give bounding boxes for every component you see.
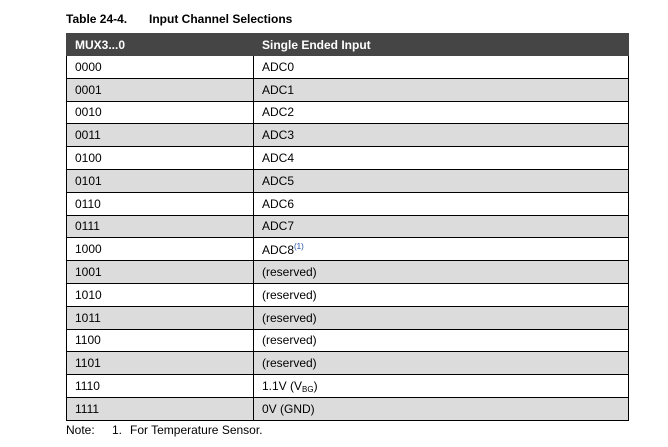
table-row xyxy=(67,306,629,329)
table-title: Input Channel Selections xyxy=(149,12,293,26)
input-text: ADC6 xyxy=(262,196,295,211)
table-row xyxy=(67,101,629,124)
mux-cell: 1110 xyxy=(67,375,254,398)
table-row xyxy=(67,397,629,420)
input-text: ADC3 xyxy=(262,128,295,143)
mux-cell: 0000 xyxy=(67,56,254,79)
note-text: For Temperature Sensor. xyxy=(130,423,263,437)
input-text: (reserved) xyxy=(262,310,317,325)
table-row xyxy=(67,56,629,79)
subscript: BG xyxy=(302,384,314,394)
input-text: 1.1V (V xyxy=(262,378,303,393)
input-text: (reserved) xyxy=(262,287,317,302)
table-note xyxy=(66,423,263,437)
input-text: ADC5 xyxy=(262,173,295,188)
input-cell xyxy=(254,397,629,420)
table-row xyxy=(67,238,629,261)
input-text: (reserved) xyxy=(262,356,317,371)
table-header-row xyxy=(67,34,629,56)
mux-cell: 0110 xyxy=(67,192,254,215)
input-cell xyxy=(254,261,629,284)
input-cell xyxy=(254,147,629,170)
mux-cell: 1000 xyxy=(67,238,254,261)
mux-cell: 0010 xyxy=(67,101,254,124)
input-cell xyxy=(254,352,629,375)
input-cell xyxy=(254,306,629,329)
table-caption xyxy=(66,12,292,26)
table-row xyxy=(67,375,629,398)
table-number: Table 24-4. xyxy=(66,12,128,26)
input-text: 0V (GND) xyxy=(262,401,315,416)
input-text: ADC1 xyxy=(262,82,295,97)
input-cell xyxy=(254,101,629,124)
mux-cell: 1100 xyxy=(67,329,254,352)
mux-cell: 0011 xyxy=(67,124,254,147)
note-index: 1. xyxy=(112,423,123,437)
input-cell xyxy=(254,375,629,398)
table-row xyxy=(67,283,629,306)
input-cell xyxy=(254,169,629,192)
note-label: Note: xyxy=(66,423,95,437)
input-suffix: ) xyxy=(313,378,318,393)
input-cell xyxy=(254,329,629,352)
input-channel-table xyxy=(66,33,629,421)
mux-cell: 1111 xyxy=(67,397,254,420)
table-row xyxy=(67,261,629,284)
header-mux: MUX3...0 xyxy=(67,34,254,56)
input-text: ADC0 xyxy=(262,59,295,74)
input-text: ADC7 xyxy=(262,219,295,234)
table-row xyxy=(67,147,629,170)
table-row xyxy=(67,329,629,352)
table-row xyxy=(67,124,629,147)
input-text: ADC4 xyxy=(262,151,295,166)
input-cell xyxy=(254,283,629,306)
header-single-ended-input: Single Ended Input xyxy=(254,34,629,56)
input-cell xyxy=(254,238,629,261)
mux-cell: 1101 xyxy=(67,352,254,375)
mux-cell: 0111 xyxy=(67,215,254,238)
mux-cell: 1001 xyxy=(67,261,254,284)
table-row xyxy=(67,352,629,375)
table-row xyxy=(67,169,629,192)
footnote-reference: (1) xyxy=(294,241,304,251)
mux-cell: 0100 xyxy=(67,147,254,170)
table-row xyxy=(67,192,629,215)
table-row xyxy=(67,78,629,101)
input-cell xyxy=(254,192,629,215)
mux-cell: 0101 xyxy=(67,169,254,192)
input-cell xyxy=(254,78,629,101)
mux-cell: 0001 xyxy=(67,78,254,101)
input-cell xyxy=(254,124,629,147)
input-text: ADC2 xyxy=(262,105,295,120)
input-text: (reserved) xyxy=(262,265,317,280)
mux-cell: 1011 xyxy=(67,306,254,329)
input-text: (reserved) xyxy=(262,333,317,348)
input-text: ADC8 xyxy=(262,242,295,257)
mux-cell: 1010 xyxy=(67,283,254,306)
input-cell xyxy=(254,215,629,238)
table-row xyxy=(67,215,629,238)
input-cell xyxy=(254,56,629,79)
